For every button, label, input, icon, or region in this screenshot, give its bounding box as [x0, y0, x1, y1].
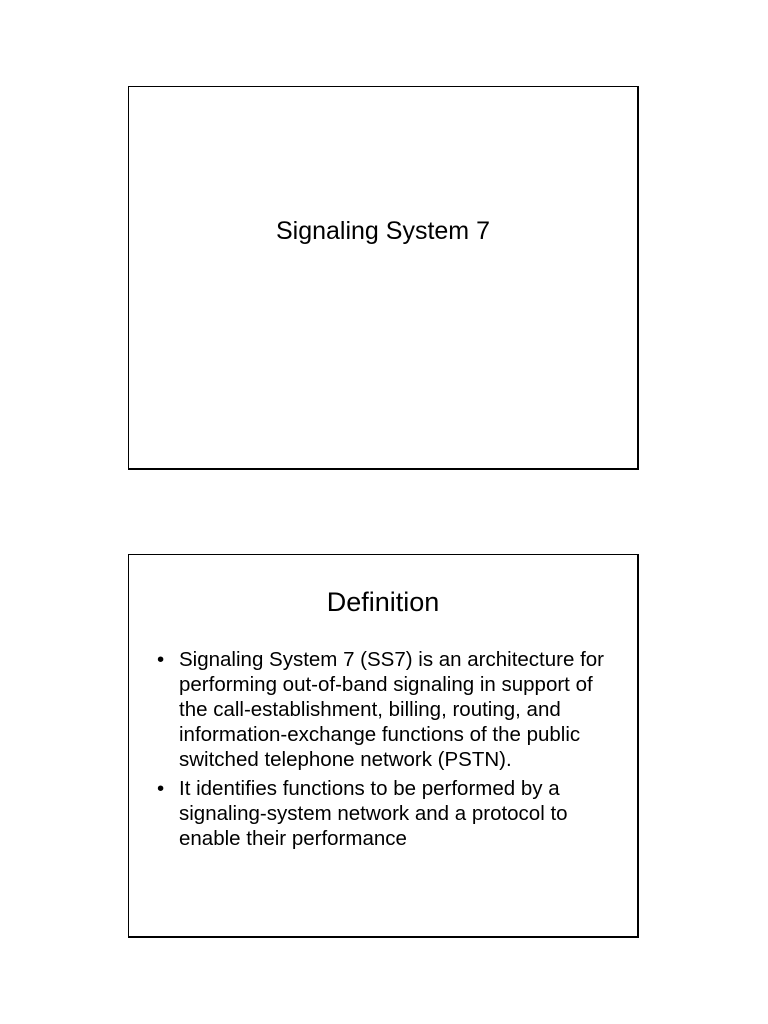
bullet-text: Signaling System 7 (SS7) is an architecture for performing out-of-band signaling in support of the call-establishment, billing, routing, and information-exchange functions of the public switched telephone network (PSTN).	[179, 648, 604, 771]
definition-slide-heading: Definition	[326, 587, 440, 617]
bullet-dot-icon: •	[157, 648, 165, 671]
definition-slide	[128, 554, 639, 938]
bullet-item	[155, 647, 617, 772]
definition-bullet-list	[155, 647, 617, 855]
bullet-text: It identifies functions to be performed by a signaling-system network and a protocol to enable their performance	[179, 777, 568, 850]
bullet-dot-icon: •	[157, 777, 165, 800]
title-slide	[128, 86, 639, 470]
title-slide-heading: Signaling System 7	[275, 217, 490, 245]
bullet-item	[155, 776, 617, 851]
